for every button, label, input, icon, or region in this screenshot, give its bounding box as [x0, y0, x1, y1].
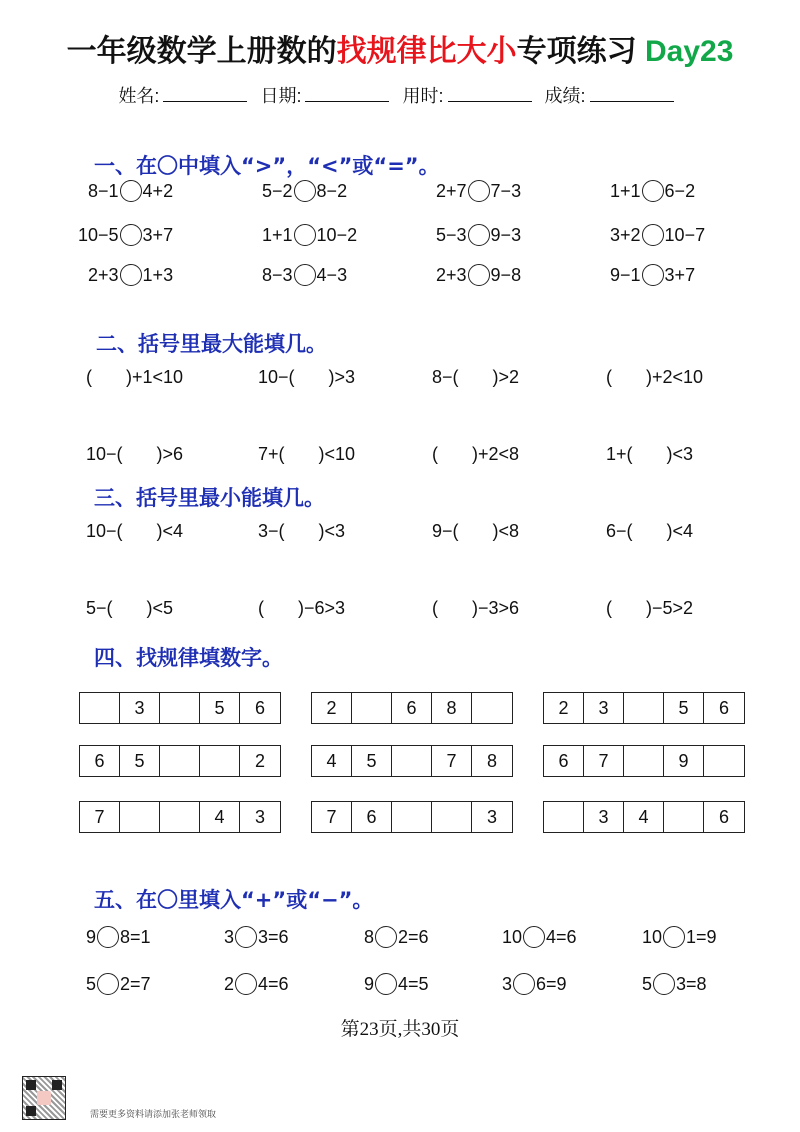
question-suffix: )−5>2 [646, 598, 694, 618]
question-left: 8 [364, 926, 375, 947]
blank-cell[interactable] [624, 746, 664, 776]
operator-question [224, 926, 289, 948]
answer-circle[interactable] [653, 973, 675, 995]
question-right: 1=9 [686, 926, 717, 947]
compare-question [78, 224, 173, 246]
number-cell: 4 [312, 746, 352, 776]
section-4-heading: 四、找规律填数字。 [94, 646, 283, 670]
question-prefix: ( [432, 598, 438, 618]
number-cell: 2 [254, 750, 265, 771]
question-suffix: )<10 [318, 444, 356, 464]
number-cell: 2 [312, 693, 352, 723]
paren-question [86, 598, 173, 619]
title-part-1: 一年级数学上册数的 [66, 35, 337, 68]
score-field[interactable] [590, 87, 674, 102]
number-cell: 3 [584, 802, 624, 832]
sequence-grid [79, 801, 281, 833]
blank-cell[interactable] [624, 693, 664, 723]
compare-question [262, 224, 357, 246]
section-2-heading: 二、括号里最大能填几。 [96, 332, 327, 356]
number-cell: 4 [200, 802, 240, 832]
page-title [0, 26, 800, 70]
question-right: 7−3 [490, 180, 522, 201]
question-prefix: ( [86, 367, 92, 387]
question-right: 3=6 [258, 926, 289, 947]
paren-question [432, 598, 519, 619]
question-right: 3+7 [664, 264, 696, 285]
question-prefix: ( [606, 367, 612, 387]
question-suffix: )−3>6 [472, 598, 520, 618]
title-day: Day23 [644, 35, 734, 68]
question-prefix: ( [258, 598, 264, 618]
answer-circle[interactable] [97, 926, 119, 948]
question-left: 9−1 [610, 264, 641, 285]
blank-cell[interactable] [352, 693, 392, 723]
name-field[interactable] [163, 87, 247, 102]
paren-question [258, 598, 345, 619]
page-number: 第23页,共30页 [340, 1019, 460, 1040]
answer-circle[interactable] [294, 180, 316, 202]
question-suffix: )+1<10 [126, 367, 184, 387]
answer-circle[interactable] [663, 926, 685, 948]
question-right: 10−2 [316, 224, 358, 245]
name-label: 姓名: [118, 86, 160, 106]
question-suffix: )<3 [318, 521, 346, 541]
compare-question [262, 180, 347, 202]
answer-circle[interactable] [235, 926, 257, 948]
compare-question [436, 224, 521, 246]
question-right: 9−8 [490, 264, 522, 285]
question-left: 9 [364, 973, 375, 994]
question-prefix: 9−( [432, 521, 459, 541]
number-cell: 7 [584, 746, 624, 776]
question-prefix: 8−( [432, 367, 459, 387]
question-prefix: 5−( [86, 598, 113, 618]
number-cell: 8 [432, 693, 472, 723]
paren-question [258, 444, 355, 465]
question-right: 4−3 [316, 264, 348, 285]
blank-cell[interactable] [200, 746, 240, 776]
blank-cell[interactable] [160, 693, 200, 723]
number-cell: 7 [432, 746, 472, 776]
compare-question [88, 264, 173, 286]
paren-question [606, 367, 703, 388]
number-cell: 6 [392, 693, 432, 723]
blank-cell[interactable] [472, 693, 512, 723]
answer-circle[interactable] [523, 926, 545, 948]
number-cell: 5 [200, 693, 240, 723]
question-right: 8=1 [120, 926, 151, 947]
blank-cell[interactable] [80, 693, 120, 723]
sequence-grid [543, 801, 745, 833]
title-part-3: 专项练习 [516, 35, 637, 68]
answer-circle[interactable] [120, 180, 142, 202]
question-left: 9 [86, 926, 97, 947]
operator-question [502, 926, 577, 948]
blank-cell[interactable] [432, 802, 472, 832]
question-suffix: )−6>3 [298, 598, 346, 618]
blank-cell[interactable] [664, 802, 704, 832]
paren-question [432, 444, 519, 465]
question-left: 10−5 [78, 224, 119, 245]
question-right: 4=5 [398, 973, 429, 994]
question-suffix: )<3 [666, 444, 694, 464]
number-cell: 3 [254, 806, 265, 827]
number-cell: 6 [718, 697, 729, 718]
question-right: 2=6 [398, 926, 429, 947]
date-label: 日期: [260, 86, 302, 106]
number-cell: 7 [312, 802, 352, 832]
question-left: 10 [502, 926, 523, 947]
question-right: 8−2 [316, 180, 348, 201]
operator-question [364, 973, 429, 995]
answer-circle[interactable] [294, 224, 316, 246]
question-prefix: 7+( [258, 444, 285, 464]
question-suffix: )<8 [492, 521, 520, 541]
compare-question [262, 264, 347, 286]
blank-cell[interactable] [120, 802, 160, 832]
question-prefix: 6−( [606, 521, 633, 541]
number-cell: 6 [718, 806, 729, 827]
question-suffix: )<4 [666, 521, 694, 541]
question-right: 6−2 [664, 180, 696, 201]
paren-question [258, 521, 345, 542]
operator-question [642, 973, 707, 995]
question-suffix: )<5 [146, 598, 174, 618]
question-left: 3+2 [610, 224, 641, 245]
question-prefix: 10−( [258, 367, 295, 387]
operator-question [364, 926, 429, 948]
question-left: 10 [642, 926, 663, 947]
answer-circle[interactable] [468, 224, 490, 246]
question-left: 2+3 [436, 264, 467, 285]
answer-circle[interactable] [375, 973, 397, 995]
footer-note: 需要更多资料请添加张老师领取 [90, 1109, 217, 1119]
number-cell: 7 [80, 802, 120, 832]
question-suffix: )>6 [156, 444, 184, 464]
question-left: 8−1 [88, 180, 119, 201]
question-prefix: ( [606, 598, 612, 618]
question-left: 5−3 [436, 224, 467, 245]
section-1-heading: 一、在〇中填入“>”，“<”或“=”。 [94, 154, 440, 178]
operator-question [224, 973, 289, 995]
paren-question [432, 521, 519, 542]
blank-cell[interactable] [392, 802, 432, 832]
answer-circle[interactable] [120, 224, 142, 246]
operator-question [86, 926, 151, 948]
time-field[interactable] [448, 87, 532, 102]
question-right: 4=6 [258, 973, 289, 994]
blank-cell[interactable] [392, 746, 432, 776]
compare-question [436, 180, 521, 202]
compare-question [436, 264, 521, 286]
section-5-heading: 五、在〇里填入“+”或“−”。 [94, 888, 374, 912]
question-left: 2 [224, 973, 235, 994]
question-prefix: 1+( [606, 444, 633, 464]
sequence-grid [543, 745, 745, 777]
answer-circle[interactable] [468, 180, 490, 202]
number-cell: 6 [254, 697, 265, 718]
answer-circle[interactable] [235, 973, 257, 995]
question-left: 1+1 [262, 224, 293, 245]
question-suffix: )<4 [156, 521, 184, 541]
number-cell: 6 [544, 746, 584, 776]
question-right: 10−7 [664, 224, 706, 245]
question-left: 3 [502, 973, 513, 994]
question-left: 5−2 [262, 180, 293, 201]
question-right: 6=9 [536, 973, 567, 994]
number-cell: 5 [120, 746, 160, 776]
title-highlight: 找规律比大小 [336, 35, 517, 68]
question-left: 5 [642, 973, 653, 994]
compare-question [610, 224, 705, 246]
answer-circle[interactable] [120, 264, 142, 286]
paren-question [86, 521, 183, 542]
sequence-grid [311, 692, 513, 724]
number-cell: 6 [80, 746, 120, 776]
sequence-grid [79, 745, 281, 777]
paren-question [606, 444, 693, 465]
number-cell: 5 [664, 693, 704, 723]
question-suffix: )>3 [328, 367, 356, 387]
section-3-heading: 三、括号里最小能填几。 [94, 486, 325, 510]
question-right: 3=8 [676, 973, 707, 994]
blank-cell[interactable] [160, 746, 200, 776]
number-cell: 3 [486, 806, 497, 827]
answer-circle[interactable] [375, 926, 397, 948]
paren-question [606, 521, 693, 542]
number-cell: 3 [584, 693, 624, 723]
sequence-grid [543, 692, 745, 724]
answer-circle[interactable] [97, 973, 119, 995]
number-cell: 6 [352, 802, 392, 832]
compare-question [88, 180, 173, 202]
question-suffix: )+2<10 [646, 367, 704, 387]
paren-question [432, 367, 519, 388]
question-left: 5 [86, 973, 97, 994]
paren-question [606, 598, 693, 619]
number-cell: 5 [352, 746, 392, 776]
blank-cell[interactable] [544, 802, 584, 832]
paren-question [258, 367, 355, 388]
answer-circle[interactable] [468, 264, 490, 286]
time-label: 用时: [402, 86, 444, 106]
answer-circle[interactable] [642, 264, 664, 286]
question-right: 1+3 [142, 264, 174, 285]
number-cell: 2 [544, 693, 584, 723]
number-cell: 9 [664, 746, 704, 776]
paren-question [86, 367, 183, 388]
operator-question [642, 926, 717, 948]
operator-question [86, 973, 151, 995]
compare-question [610, 264, 695, 286]
question-left: 2+3 [88, 264, 119, 285]
operator-question [502, 973, 567, 995]
answer-circle[interactable] [513, 973, 535, 995]
question-right: 9−3 [490, 224, 522, 245]
compare-question [610, 180, 695, 202]
question-left: 8−3 [262, 264, 293, 285]
avatar-icon [37, 1091, 51, 1105]
date-field[interactable] [305, 87, 389, 102]
question-suffix: )>2 [492, 367, 520, 387]
question-right: 4=6 [546, 926, 577, 947]
question-left: 2+7 [436, 180, 467, 201]
question-right: 2=7 [120, 973, 151, 994]
blank-cell[interactable] [704, 746, 744, 776]
question-left: 1+1 [610, 180, 641, 201]
question-prefix: 10−( [86, 444, 123, 464]
sequence-grid [79, 692, 281, 724]
question-left: 3 [224, 926, 235, 947]
number-cell: 3 [120, 693, 160, 723]
number-cell: 8 [486, 750, 497, 771]
question-right: 4+2 [142, 180, 174, 201]
number-cell: 4 [624, 802, 664, 832]
question-suffix: )+2<8 [472, 444, 520, 464]
blank-cell[interactable] [160, 802, 200, 832]
question-prefix: 3−( [258, 521, 285, 541]
question-prefix: ( [432, 444, 438, 464]
sequence-grid [311, 745, 513, 777]
sequence-grid [311, 801, 513, 833]
score-label: 成绩: [544, 86, 586, 106]
paren-question [86, 444, 183, 465]
answer-circle[interactable] [642, 180, 664, 202]
question-prefix: 10−( [86, 521, 123, 541]
answer-circle[interactable] [642, 224, 664, 246]
info-line [0, 82, 800, 108]
answer-circle[interactable] [294, 264, 316, 286]
question-right: 3+7 [142, 224, 174, 245]
